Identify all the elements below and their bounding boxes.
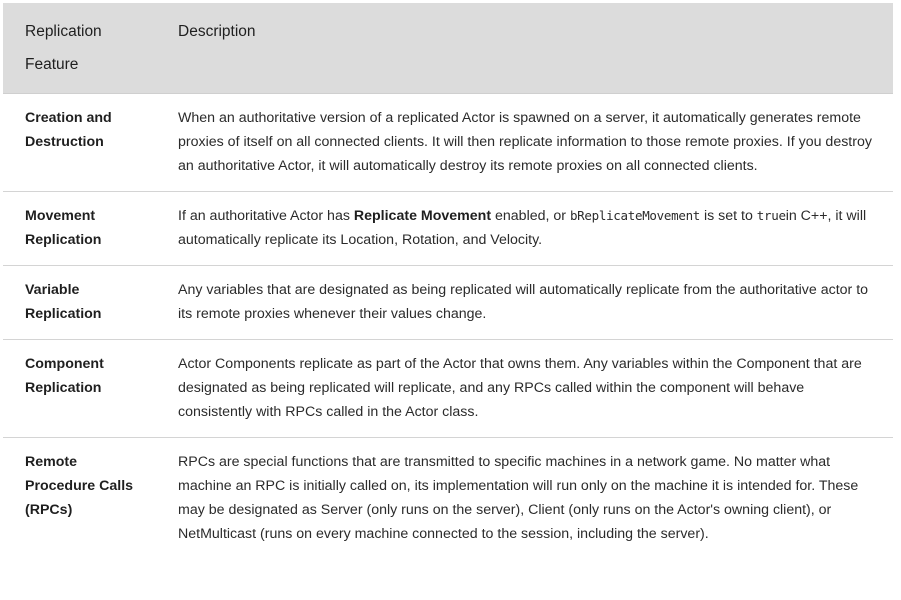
feature-cell: Remote Procedure Calls (RPCs) [25, 454, 134, 518]
description-cell [156, 192, 893, 266]
description-text: enabled, or [491, 208, 570, 224]
code-breplicatemovement: bReplicateMovement [569, 208, 701, 223]
table-body [3, 94, 893, 560]
feature-cell: Component Replication [3, 340, 156, 438]
table-row [3, 340, 893, 438]
table-row [3, 94, 893, 192]
header-replication-feature: Replication Feature [3, 3, 156, 94]
description-text: in C++, it will automatically replicate its Location, Rotation, and Velocity. [178, 208, 867, 248]
feature-cell: Creation and Destruction [3, 94, 156, 192]
header-description: Description [156, 3, 893, 94]
code-true: true [756, 208, 786, 223]
replicate-movement-term: Replicate Movement [353, 208, 492, 224]
description-cell: Actor Components replicate as part of the Actor that owns them. Any variables within the Component that are designated as being replicated will replicate, and any RPCs called within the component will behave consistently with RPCs called in the Actor class. [156, 340, 893, 438]
table-row [3, 438, 893, 560]
table-header [3, 3, 893, 94]
description-cell: Any variables that are designated as being replicated will automatically replicate from the authoritative actor to its remote proxies whenever their values change. [156, 266, 893, 340]
replication-features-table [3, 3, 893, 559]
feature-cell: Variable Replication [3, 266, 156, 340]
table-row [3, 266, 893, 340]
description-cell: When an authoritative version of a replicated Actor is spawned on a server, it automatically generates remote proxies of itself on all connected clients. It will then replicate information to those remote proxies. If you destroy an authoritative Actor, it will automatically destroy its remote proxies on all connected clients. [156, 94, 893, 192]
feature-cell: Movement Replication [3, 192, 156, 266]
description-text: is set to [700, 208, 757, 224]
table-row [3, 192, 893, 266]
header-row [3, 3, 893, 94]
description-text: If an authoritative Actor has [178, 208, 354, 224]
description-cell: RPCs are special functions that are transmitted to specific machines in a network game. No matter what machine an RPC is initially called on, its implementation will run only on the machine it is intended for. These may be designated as Server (only runs on the server), Client (only runs on the Actor's owning client), or NetMulticast (runs on every machine connected to the session, including the server). [178, 454, 859, 542]
